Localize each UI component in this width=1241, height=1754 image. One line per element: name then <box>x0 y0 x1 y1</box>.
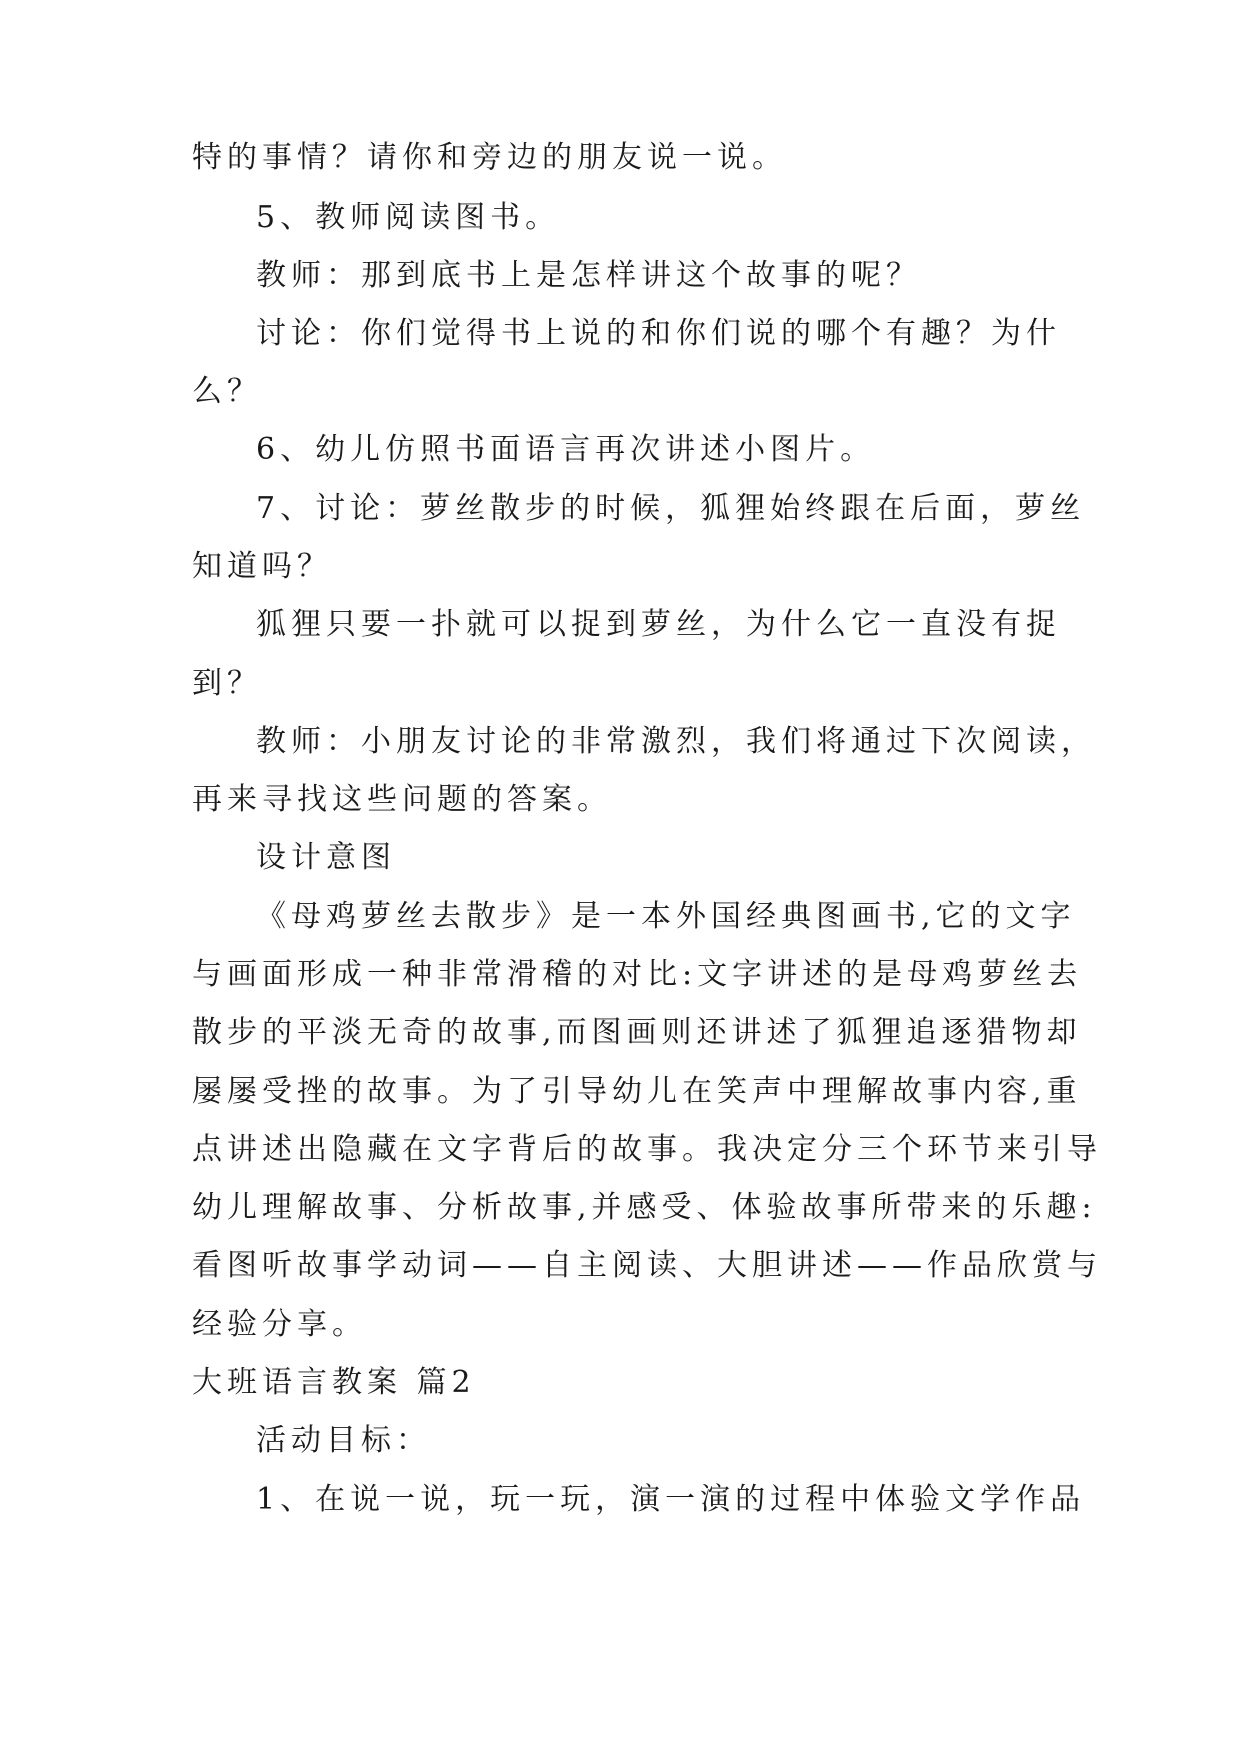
paragraph-line: 散步的平淡无奇的故事,而图画则还讲述了狐狸追逐猎物却 <box>192 1015 1082 1050</box>
paragraph-line: 经验分享。 <box>192 1307 367 1342</box>
paragraph-line: 狐狸只要一扑就可以捉到萝丝，为什么它一直没有捉 <box>256 607 1061 642</box>
paragraph-line: 知道吗？ <box>192 549 332 584</box>
paragraph-line: 7、讨论：萝丝散步的时候，狐狸始终跟在后面，萝丝 <box>256 491 1086 526</box>
paragraph-line: 与画面形成一种非常滑稽的对比:文字讲述的是母鸡萝丝去 <box>192 957 1083 992</box>
paragraph-line: 讨论：你们觉得书上说的和你们说的哪个有趣？为什 <box>256 316 1061 351</box>
paragraph-line: 幼儿理解故事、分析故事,并感受、体验故事所带来的乐趣: <box>192 1190 1097 1225</box>
paragraph-line: 点讲述出隐藏在文字背后的故事。我决定分三个环节来引导 <box>192 1132 1102 1167</box>
section-heading: 活动目标： <box>256 1423 431 1458</box>
paragraph-line: 屡屡受挫的故事。为了引导幼儿在笑声中理解故事内容,重 <box>192 1074 1082 1109</box>
paragraph-line: 教师：那到底书上是怎样讲这个故事的呢？ <box>256 258 921 293</box>
paragraph-line: 么？ <box>192 374 262 409</box>
paragraph-line: 看图听故事学动词——自主阅读、大胆讲述——作品欣赏与 <box>192 1248 1102 1283</box>
paragraph-line: 再来寻找这些问题的答案。 <box>192 782 612 817</box>
section-title: 大班语言教案 篇2 <box>192 1365 476 1400</box>
section-heading: 设计意图 <box>256 840 396 875</box>
paragraph-line: 《母鸡萝丝去散步》是一本外国经典图画书,它的文字 <box>256 899 1076 934</box>
paragraph-line: 6、幼儿仿照书面语言再次讲述小图片。 <box>256 432 876 467</box>
paragraph-line: 教师：小朋友讨论的非常激烈，我们将通过下次阅读， <box>256 724 1096 759</box>
paragraph-line: 特的事情？请你和旁边的朋友说一说。 <box>192 140 787 175</box>
paragraph-line: 1、在说一说，玩一玩，演一演的过程中体验文学作品 <box>256 1482 1086 1517</box>
paragraph-line: 到？ <box>192 666 262 701</box>
paragraph-line: 5、教师阅读图书。 <box>256 200 561 235</box>
